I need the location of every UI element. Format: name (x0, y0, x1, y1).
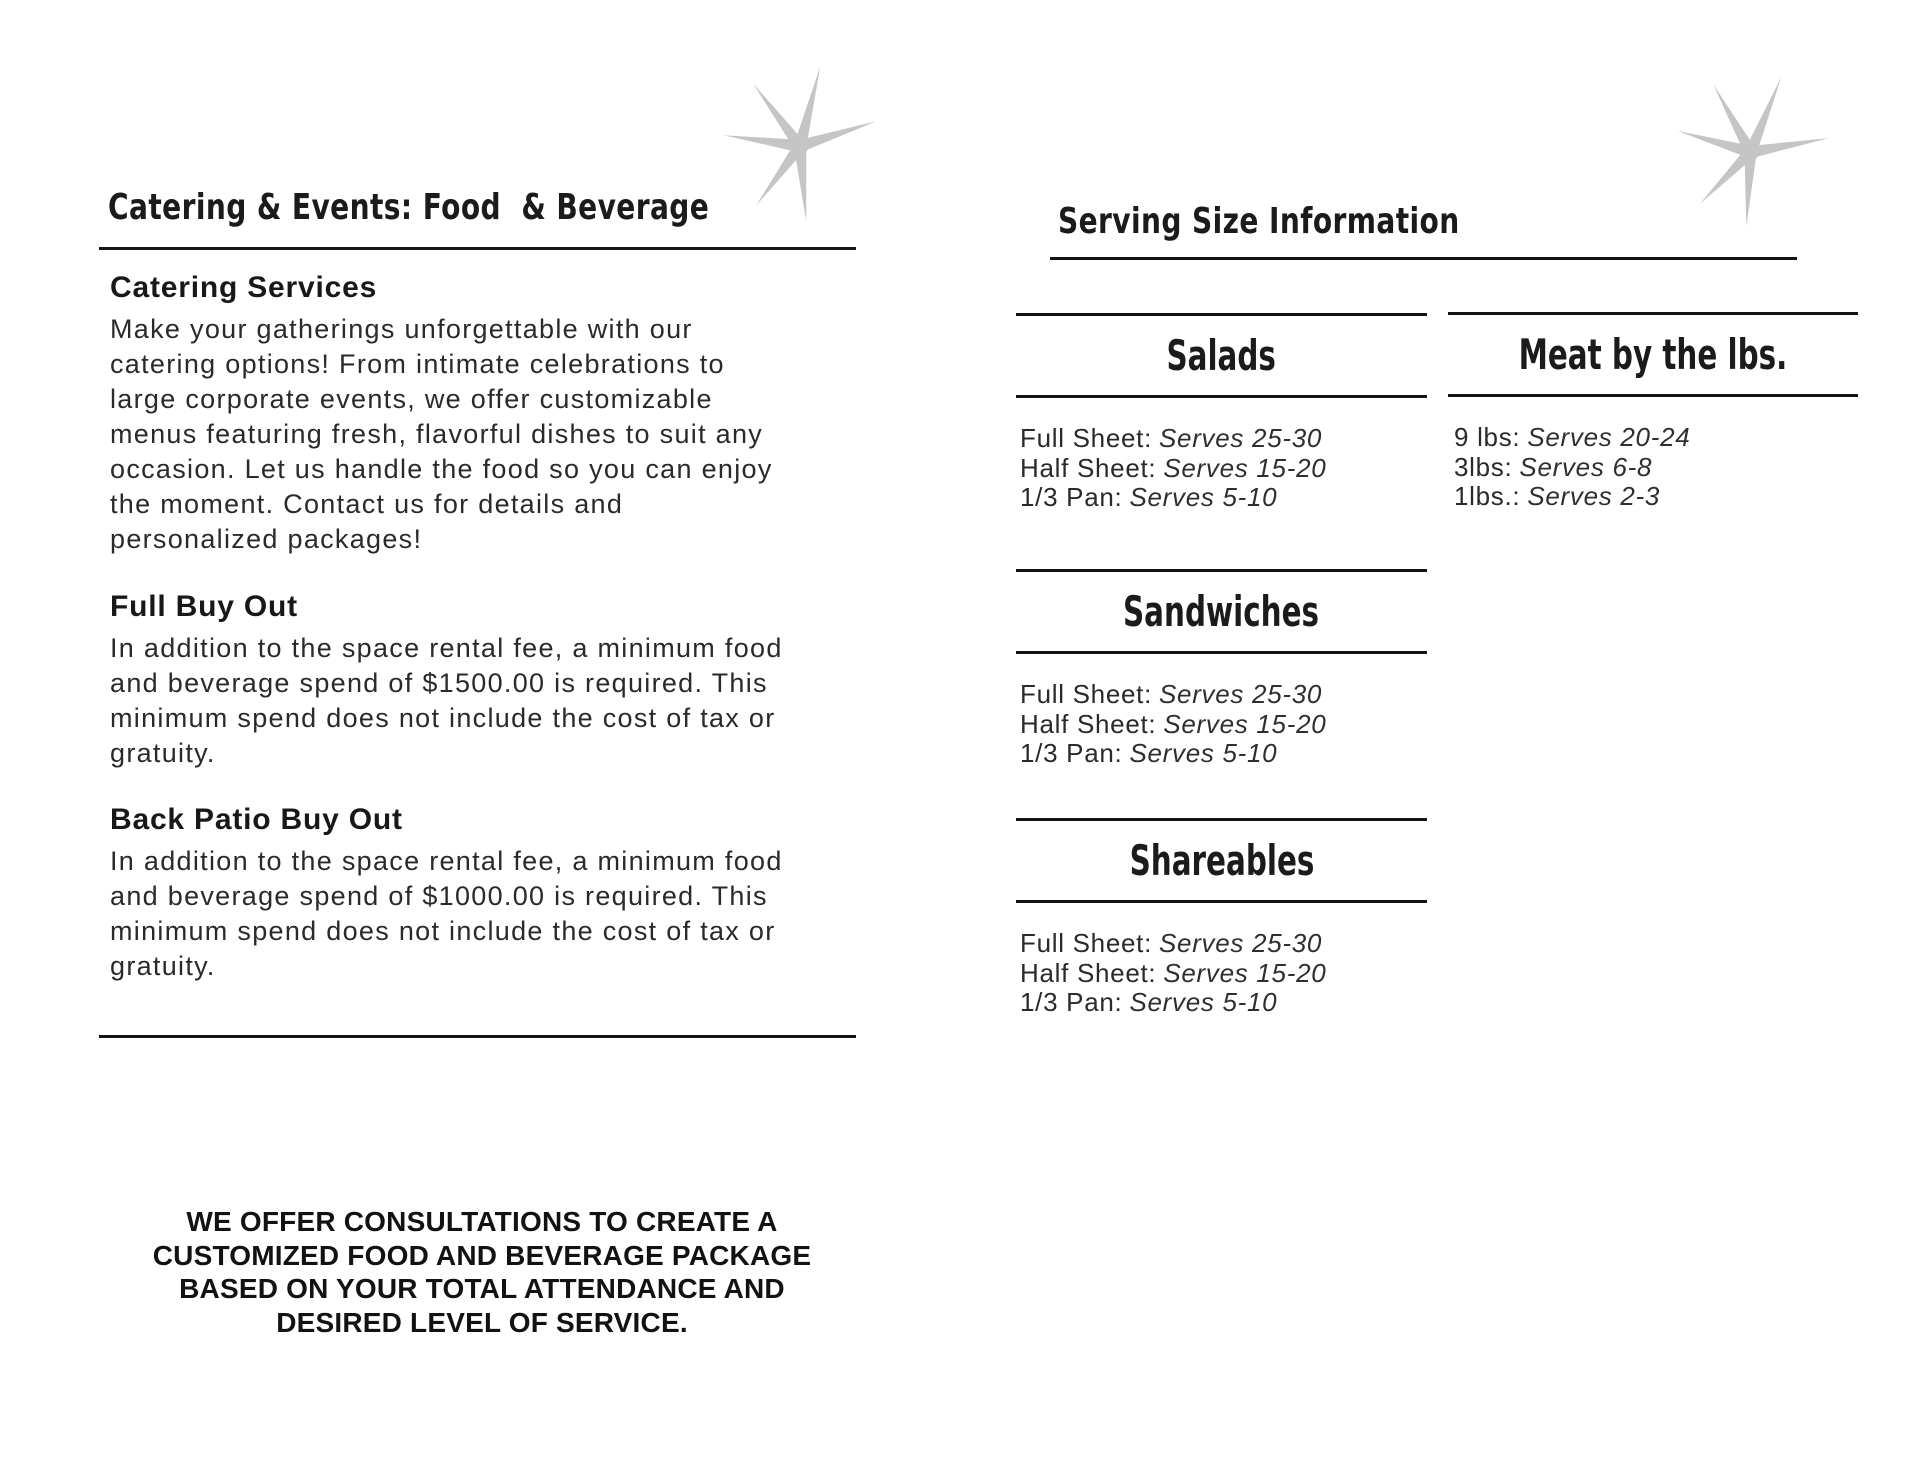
page-title-catering-events: Catering & Events: Food & Beverage (108, 187, 710, 228)
serving-item (1020, 929, 1427, 959)
divider-line (1016, 900, 1427, 903)
section-heading: Full Buy Out (110, 590, 298, 623)
serving-item (1454, 423, 1858, 453)
serving-item-label: 1lbs.: (1454, 481, 1521, 511)
serving-item-serves: Serves 15-20 (1163, 708, 1327, 739)
divider-line (99, 247, 856, 250)
sparkle-star-icon (1664, 60, 1838, 238)
serving-item-serves: Serves 5-10 (1129, 482, 1278, 512)
serving-item (1020, 483, 1427, 513)
serving-item-label: 3lbs: (1454, 451, 1513, 482)
serving-item-label: Half Sheet: (1020, 708, 1157, 739)
serving-item-serves: Serves 25-30 (1159, 679, 1323, 709)
serving-section-meat-by-the-lbs (1448, 312, 1858, 512)
section-body: In addition to the space rental fee, a minimum food and beverage spend of $1500.00 is required. This minimum spend does not include the cost of tax or gratuity. (110, 633, 783, 768)
serving-item (1020, 710, 1427, 740)
section-back-patio-buy-out (110, 802, 800, 984)
serving-item-label: Full Sheet: (1020, 423, 1152, 453)
sparkle-star-icon (722, 62, 878, 224)
serving-item (1020, 680, 1427, 710)
serving-item-label: Half Sheet: (1020, 452, 1157, 483)
divider-line (1050, 257, 1797, 260)
serving-section-heading: Salads (1166, 331, 1277, 380)
serving-item-serves: Serves 20-24 (1527, 422, 1691, 452)
section-full-buy-out (110, 589, 800, 771)
serving-item (1020, 424, 1427, 454)
serving-item-serves: Serves 2-3 (1527, 481, 1661, 511)
section-heading: Back Patio Buy Out (110, 803, 403, 836)
serving-section-salads (1016, 313, 1427, 513)
serving-item (1454, 482, 1858, 512)
divider-line (99, 1035, 856, 1038)
serving-item-label: 1/3 Pan: (1020, 738, 1123, 768)
serving-item-serves: Serves 25-30 (1159, 928, 1323, 958)
page-title-serving-size: Serving Size Information (1058, 201, 1460, 242)
consultation-note: WE OFFER CONSULTATIONS TO CREATE A CUSTOMIZED FOOD AND BEVERAGE PACKAGE BASED ON YOUR TOTAL ATTENDANCE AND DESIRED LEVEL OF SERVICE. (152, 1206, 812, 1338)
serving-item-label: 1/3 Pan: (1020, 482, 1123, 512)
serving-item (1454, 453, 1858, 483)
serving-section-heading: Shareables (1129, 836, 1314, 885)
section-heading: Catering Services (110, 271, 378, 304)
serving-item-label: Full Sheet: (1020, 928, 1152, 958)
serving-item (1020, 988, 1427, 1018)
serving-item-serves: Serves 15-20 (1163, 957, 1327, 988)
serving-section-sandwiches (1016, 569, 1427, 769)
divider-line (1016, 395, 1427, 398)
serving-item-serves: Serves 6-8 (1519, 451, 1653, 482)
serving-item-label: Half Sheet: (1020, 957, 1157, 988)
serving-section-heading: Sandwiches (1123, 587, 1320, 636)
serving-section-shareables (1016, 818, 1427, 1018)
serving-item-label: 9 lbs: (1454, 422, 1521, 452)
section-body: Make your gatherings unforgettable with our catering options! From intimate celebrations to large corporate events, we offer customizable menus featuring fresh, flavorful dishes to suit any occasion. Let us handle the food so you can enjoy the moment. Contact us for details and personalized packages! (110, 314, 773, 554)
serving-item-serves: Serves 5-10 (1129, 987, 1278, 1017)
section-body: In addition to the space rental fee, a minimum food and beverage spend of $1000.00 is required. This minimum spend does not include the cost of tax or gratuity. (110, 846, 783, 981)
serving-item (1020, 454, 1427, 484)
divider-line (1016, 651, 1427, 654)
serving-item (1020, 959, 1427, 989)
section-catering-services (110, 270, 800, 557)
divider-line (1448, 394, 1858, 397)
serving-item-serves: Serves 25-30 (1159, 423, 1323, 453)
serving-item-label: Full Sheet: (1020, 679, 1152, 709)
serving-item-label: 1/3 Pan: (1020, 987, 1123, 1017)
serving-section-heading: Meat by the lbs. (1518, 330, 1788, 379)
serving-item-serves: Serves 5-10 (1129, 738, 1278, 768)
serving-item (1020, 739, 1427, 769)
serving-item-serves: Serves 15-20 (1163, 452, 1327, 483)
